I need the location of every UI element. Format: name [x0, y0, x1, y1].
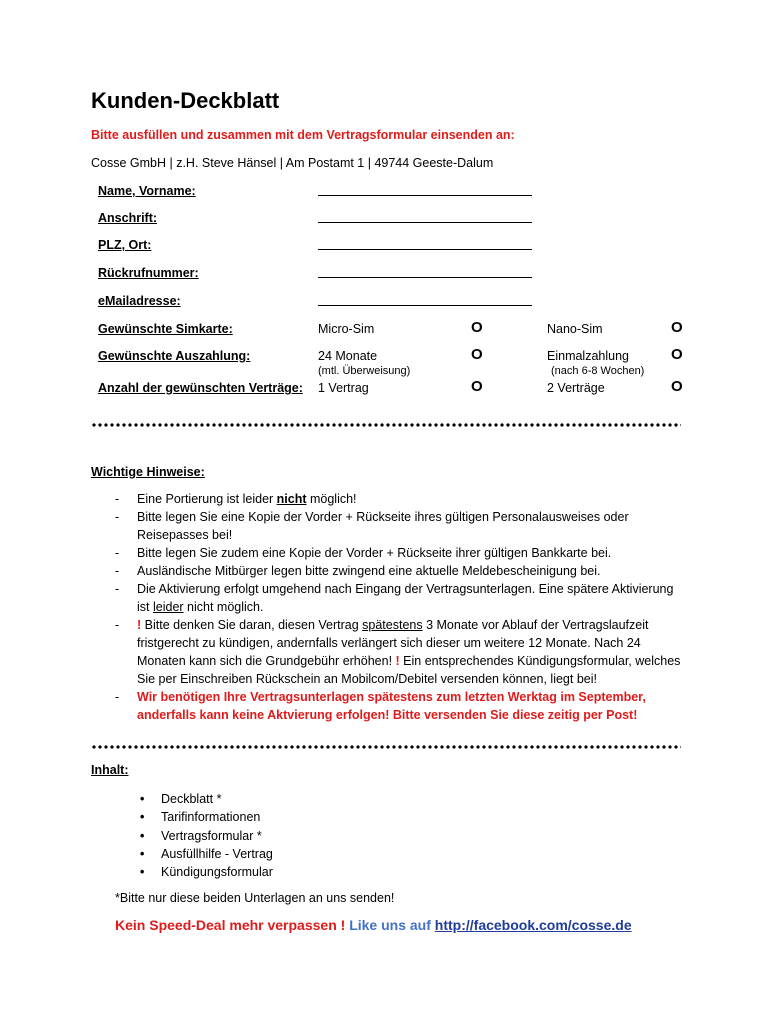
contents-list: [140, 790, 273, 881]
list-item: • Vertragsformular *: [140, 828, 262, 843]
page-title: Kunden-Deckblatt: [91, 88, 280, 113]
sim-label: Gewünschte Simkarte:: [98, 322, 233, 336]
instruction-subtitle: Bitte ausfüllen und zusammen mit dem Vertragsformular einsenden an:: [91, 128, 515, 142]
facebook-link[interactable]: http://facebook.com/cosse.de: [434, 917, 632, 933]
list-item: - Bitte legen Sie eine Kopie der Vorder + Rückseite ihres gültigen Personalausweises oder Reisepasses bei!: [115, 510, 629, 542]
sim-micro-radio[interactable]: O: [471, 319, 483, 336]
promo-text: Kein Speed-Deal mehr verpassen !: [115, 917, 350, 933]
payout-onetime-radio[interactable]: O: [671, 346, 683, 363]
sim-option-nano: Nano-Sim: [547, 322, 603, 336]
callback-number-field[interactable]: [318, 277, 532, 278]
name-label: Name, Vorname:: [98, 184, 196, 198]
list-item: • Tarifinformationen: [140, 810, 261, 825]
payout-monthly-radio[interactable]: O: [471, 346, 483, 363]
zip-city-label: PLZ, Ort:: [98, 238, 152, 252]
contracts-two-radio[interactable]: O: [671, 378, 683, 395]
payout-onetime-note: (nach 6-8 Wochen): [551, 365, 645, 377]
contracts-option-two: 2 Verträge: [547, 381, 605, 395]
list-item: - Die Aktivierung erfolgt umgehend nach Eingang der Vertragsunterlagen. Eine spätere Aktivierung ist leider nicht möglich.: [115, 582, 674, 614]
address-label: Anschrift:: [98, 211, 158, 225]
sim-option-micro: Micro-Sim: [318, 322, 375, 336]
contracts-option-one: 1 Vertrag: [318, 381, 369, 395]
payout-monthly-note: (mtl. Überweisung): [318, 365, 411, 377]
dotted-divider: [91, 423, 681, 427]
list-item: - Eine Portierung ist leider nicht möglich!: [115, 492, 357, 506]
address-field[interactable]: [318, 222, 532, 223]
promo-line: [115, 917, 632, 933]
footnote: *Bitte nur diese beiden Unterlagen an uns senden!: [115, 891, 395, 905]
list-item: - Bitte legen Sie zudem eine Kopie der Vorder + Rückseite ihrer gültigen Bankkarte bei.: [115, 546, 612, 560]
recipient-address: Cosse GmbH | z.H. Steve Hänsel | Am Postamt 1 | 49744 Geeste-Dalum: [91, 156, 494, 170]
contracts-one-radio[interactable]: O: [471, 378, 483, 395]
email-field[interactable]: [318, 305, 532, 306]
payout-label: Gewünschte Auszahlung:: [98, 349, 251, 363]
list-item: • Deckblatt *: [140, 792, 222, 806]
hints-heading: Wichtige Hinweise:: [91, 465, 205, 479]
contracts-label: Anzahl der gewünschten Verträge:: [98, 381, 303, 395]
callback-number-label: Rückrufnummer:: [98, 266, 199, 280]
list-item: - ! Bitte denken Sie daran, diesen Vertrag spätestens 3 Monate vor Ablauf der Vertragslaufzeit fristgerecht zu kündigen, andernfalls verlängert sich dieser um weitere 12 Monate. Nach 24 Monaten kann sich die Grundgebühr erhöhen! ! Ein entsprechendes Kündigungsformular, welches Sie per Einschreiben Rückschein an Mobilcom/Debitel versenden können, liegt bei!: [115, 618, 681, 686]
contents-heading: Inhalt:: [91, 763, 129, 777]
promo-like-text: Like uns auf: [349, 917, 435, 933]
name-field[interactable]: [318, 195, 532, 196]
zip-city-field[interactable]: [318, 249, 532, 250]
dotted-divider: [91, 745, 681, 749]
payout-option-monthly: 24 Monate: [318, 349, 378, 363]
email-label: eMailadresse:: [98, 294, 181, 308]
sim-nano-radio[interactable]: O: [671, 319, 683, 336]
list-item: - Ausländische Mitbürger legen bitte zwingend eine aktuelle Meldebescheinigung bei.: [115, 564, 601, 578]
hints-list: [115, 490, 685, 724]
payout-option-onetime: Einmalzahlung: [547, 349, 629, 363]
list-item: - Wir benötigen Ihre Vertragsunterlagen spätestens zum letzten Werktag im September, anderfalls kann keine Aktvierung erfolgen! Bitte versenden Sie diese zeitig per Post!: [115, 690, 646, 722]
list-item: • Kündigungsformular: [140, 865, 273, 880]
list-item: • Ausfüllhilfe - Vertrag: [140, 846, 273, 861]
